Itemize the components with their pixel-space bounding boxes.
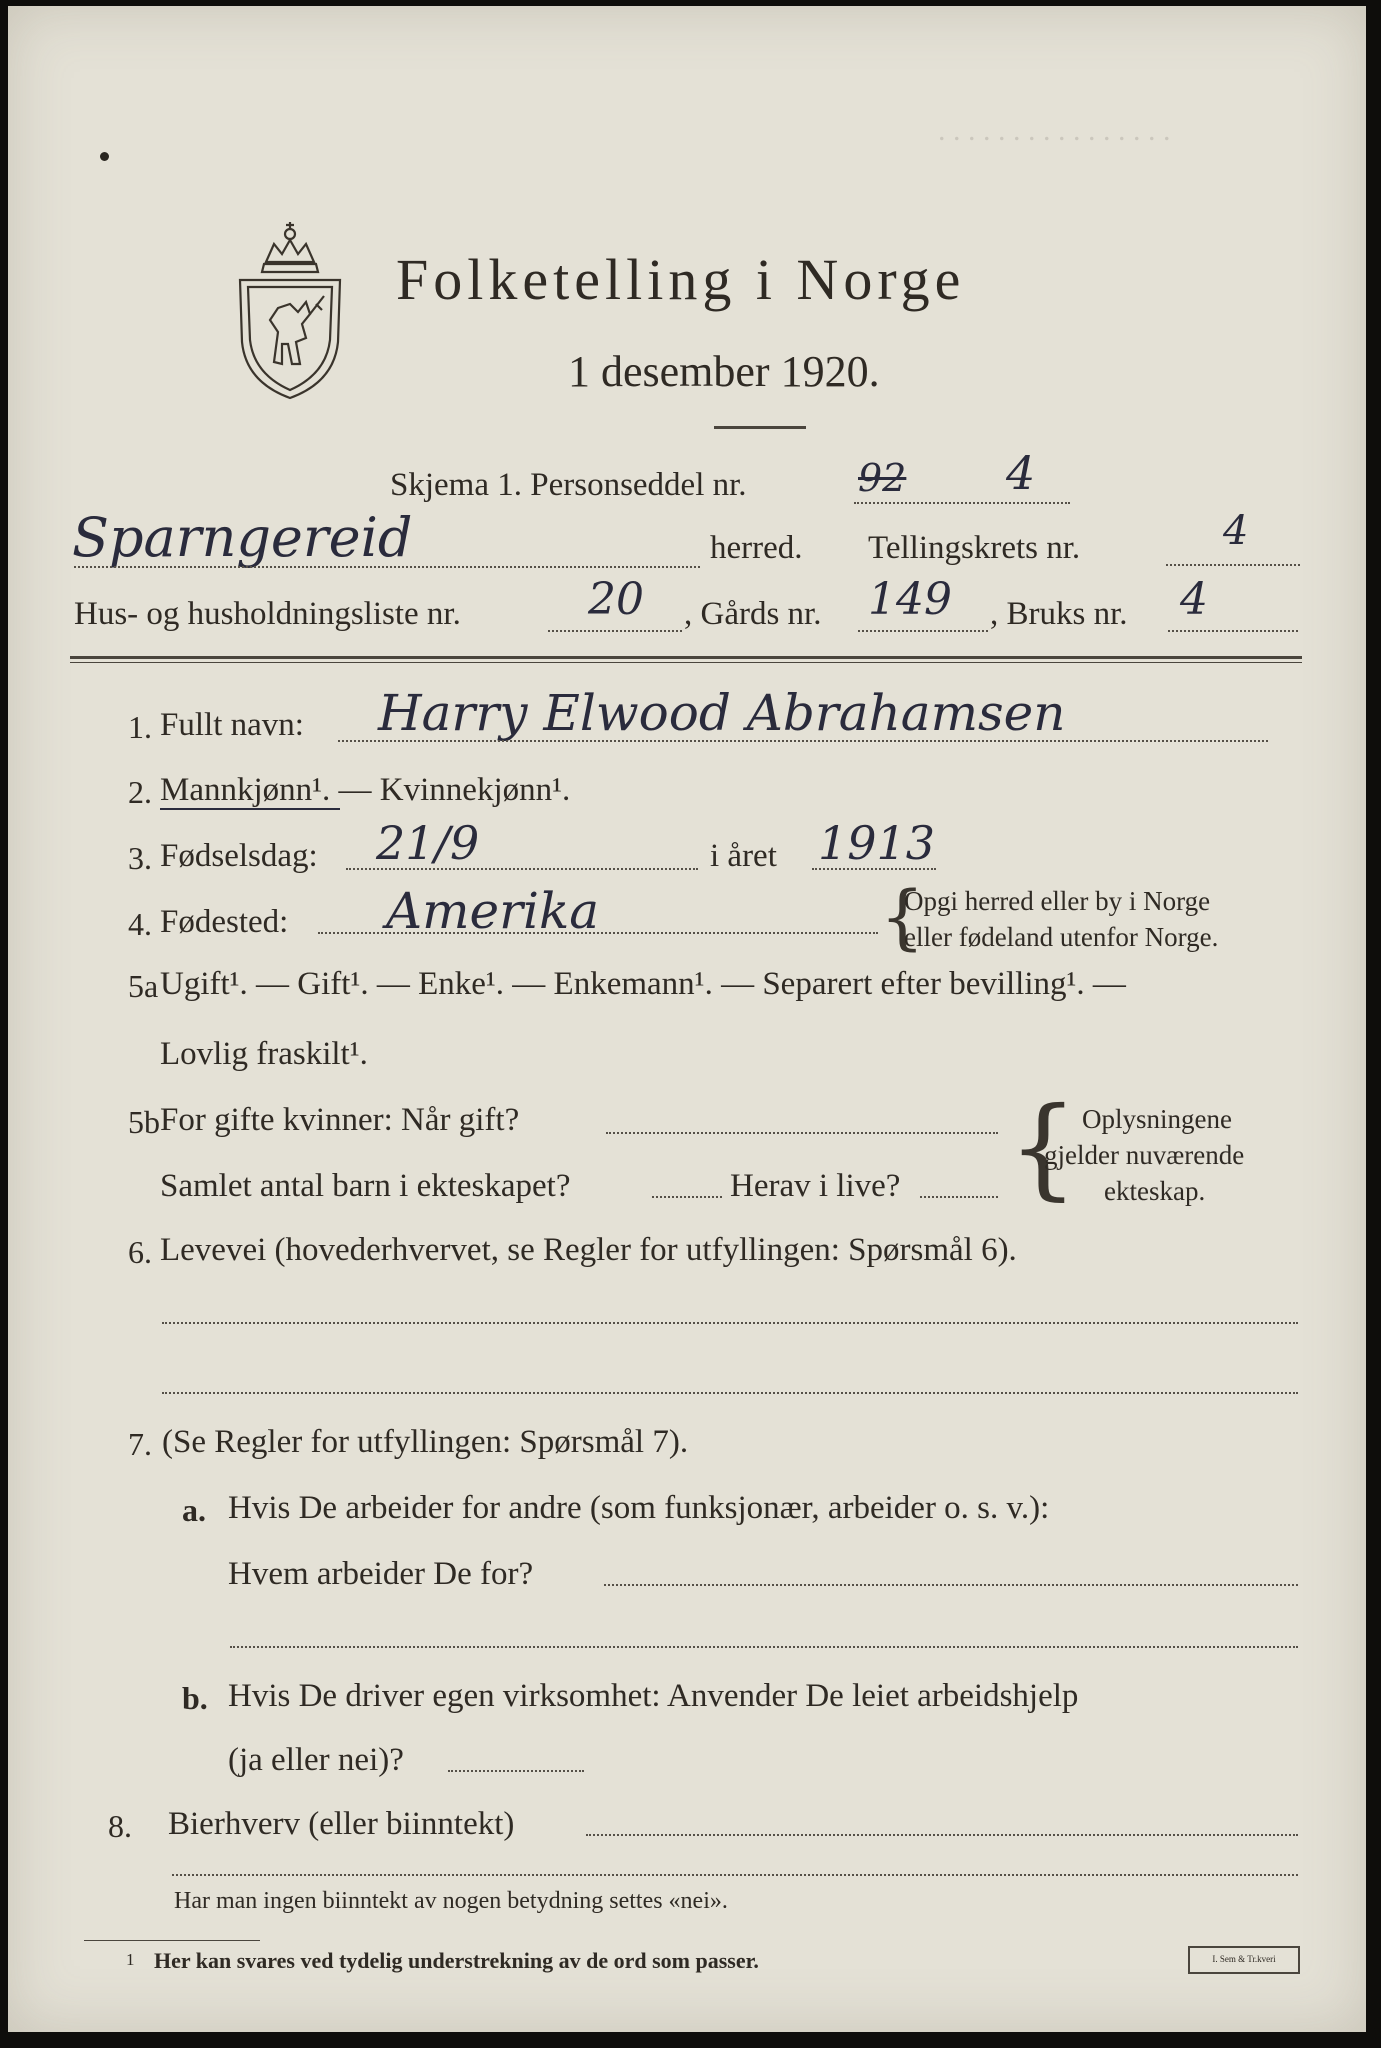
bleed-through: . . . . . . . . . . . . . . . . [938, 114, 1171, 147]
q2-underline-mark [160, 808, 340, 810]
section-rule-bottom [70, 662, 1302, 663]
q6-dots-1 [162, 1322, 1298, 1324]
q1-label: Fullt navn: [160, 707, 304, 743]
printer-stamp-text: I. Sem & Tr.kveri [1212, 1954, 1276, 1964]
coat-of-arms-icon [226, 192, 346, 402]
schema-dots [854, 502, 1070, 504]
q7a-letter: a. [182, 1492, 206, 1528]
footnote-rule [84, 1940, 260, 1941]
q4-birthplace[interactable]: Amerika [386, 882, 600, 940]
herred-dots [74, 566, 700, 568]
gards-dots [858, 630, 988, 632]
q5b-number: 5b [128, 1104, 160, 1140]
q3-birth-year[interactable]: 1913 [818, 816, 936, 870]
schema-label: Skjema 1. Personseddel nr. [390, 467, 747, 503]
q4-note-line2: eller fødeland utenfor Norge. [904, 922, 1219, 952]
q3-number: 3. [128, 840, 152, 876]
q7a-dots-2 [230, 1646, 1298, 1648]
q1-full-name[interactable]: Harry Elwood Abrahamsen [378, 684, 1066, 742]
q7-number: 7. [128, 1426, 152, 1462]
q8-number: 8. [108, 1808, 132, 1844]
q4-note-line1: Opgi herred eller by i Norge [904, 886, 1211, 916]
q8-note: Har man ingen biinntekt av nogen betydning settes «nei». [174, 1888, 728, 1914]
q6-label: Levevei (hovederhvervet, se Regler for utfyllingen: Spørsmål 6). [160, 1232, 1017, 1268]
q3-year-dots [812, 868, 936, 870]
q6-number: 6. [128, 1234, 152, 1270]
q4-brace: { [880, 876, 925, 958]
q5b-alive-dots [920, 1196, 998, 1198]
q1-dots [338, 740, 1268, 742]
footnote-text: Her kan svares ved tydelig understrekning av de ord som passer. [154, 1948, 759, 1973]
gards-label: , Gårds nr. [684, 596, 822, 632]
schema-number: 4 [1006, 446, 1036, 500]
q3-birthdate[interactable]: 21/9 [376, 816, 480, 870]
section-rule-top [70, 656, 1302, 659]
hus-dots [548, 630, 682, 632]
q5b-note1: Oplysningene [1082, 1104, 1232, 1134]
title-rule [714, 426, 806, 429]
herred-label: herred. [710, 530, 803, 566]
q8-dots-2 [172, 1874, 1298, 1876]
printer-stamp [1188, 1946, 1300, 1974]
q2-number: 2. [128, 774, 152, 810]
q7a-dots-1 [604, 1584, 1298, 1586]
bruks-dots [1168, 630, 1298, 632]
q6-dots-2 [162, 1392, 1298, 1394]
q3-dots [346, 868, 698, 870]
bruks-label: , Bruks nr. [990, 596, 1128, 632]
q1-number: 1. [128, 709, 152, 745]
q4-dots [318, 932, 878, 934]
q5b-alive-label: Herav i live? [730, 1168, 901, 1204]
form-title: Folketelling i Norge [396, 247, 966, 312]
census-date: 1 desember 1920. [568, 347, 880, 396]
q8-dots-1 [586, 1834, 1298, 1836]
q5b-brace: { [1008, 1083, 1078, 1211]
tellingskrets-dots [1166, 564, 1300, 566]
herred-value[interactable]: Sparngereid [72, 506, 413, 569]
q5a-number: 5a [128, 968, 159, 1004]
q5b-note3: ekteskap. [1104, 1176, 1206, 1206]
q3-year-label: i året [710, 838, 777, 874]
gards-value[interactable]: 149 [868, 574, 952, 625]
q7b-dots [448, 1770, 584, 1772]
ink-dot [100, 152, 109, 161]
census-form-page [8, 6, 1366, 2032]
q5b-children-label: Samlet antal barn i ekteskapet? [160, 1168, 571, 1204]
q7b-line2: (ja eller nei)? [228, 1742, 404, 1778]
schema-crossed-number: 92 [858, 456, 907, 500]
tellingskrets-label: Tellingskrets nr. [868, 530, 1081, 566]
q5b-note2: gjelder nuværende [1044, 1140, 1245, 1170]
q5b-line1: For gifte kvinner: Når gift? [160, 1102, 520, 1138]
q5a-marital-options[interactable]: Ugift¹. — Gift¹. — Enke¹. — Enkemann¹. — Separert efter bevilling¹. — [160, 966, 1126, 1002]
bruks-value[interactable]: 4 [1180, 574, 1208, 625]
q7a-line1: Hvis De arbeider for andre (som funksjonær, arbeider o. s. v.): [228, 1490, 1050, 1526]
q7b-letter: b. [182, 1680, 208, 1716]
q4-label: Fødested: [160, 904, 289, 940]
q5b-married-dots [606, 1132, 998, 1134]
tellingskrets-value[interactable]: 4 [1223, 508, 1249, 554]
q7-label: (Se Regler for utfyllingen: Spørsmål 7). [162, 1424, 689, 1460]
q8-label: Bierhverv (eller biinntekt) [168, 1806, 515, 1842]
q7b-line1: Hvis De driver egen virksomhet: Anvender De leiet arbeidshjelp [228, 1678, 1079, 1714]
q3-label: Fødselsdag: [160, 838, 318, 874]
q4-number: 4. [128, 906, 152, 942]
q2-sex-options[interactable]: Mannkjønn¹. — Kvinnekjønn¹. [160, 772, 571, 808]
q5a-marital-options-cont[interactable]: Lovlig fraskilt¹. [160, 1036, 368, 1072]
hus-label: Hus- og husholdningsliste nr. [74, 596, 461, 632]
q5b-children-dots [652, 1196, 722, 1198]
footnote-marker: 1 [126, 1950, 135, 1969]
q7a-line2: Hvem arbeider De for? [228, 1556, 534, 1592]
hus-value[interactable]: 20 [588, 574, 644, 625]
